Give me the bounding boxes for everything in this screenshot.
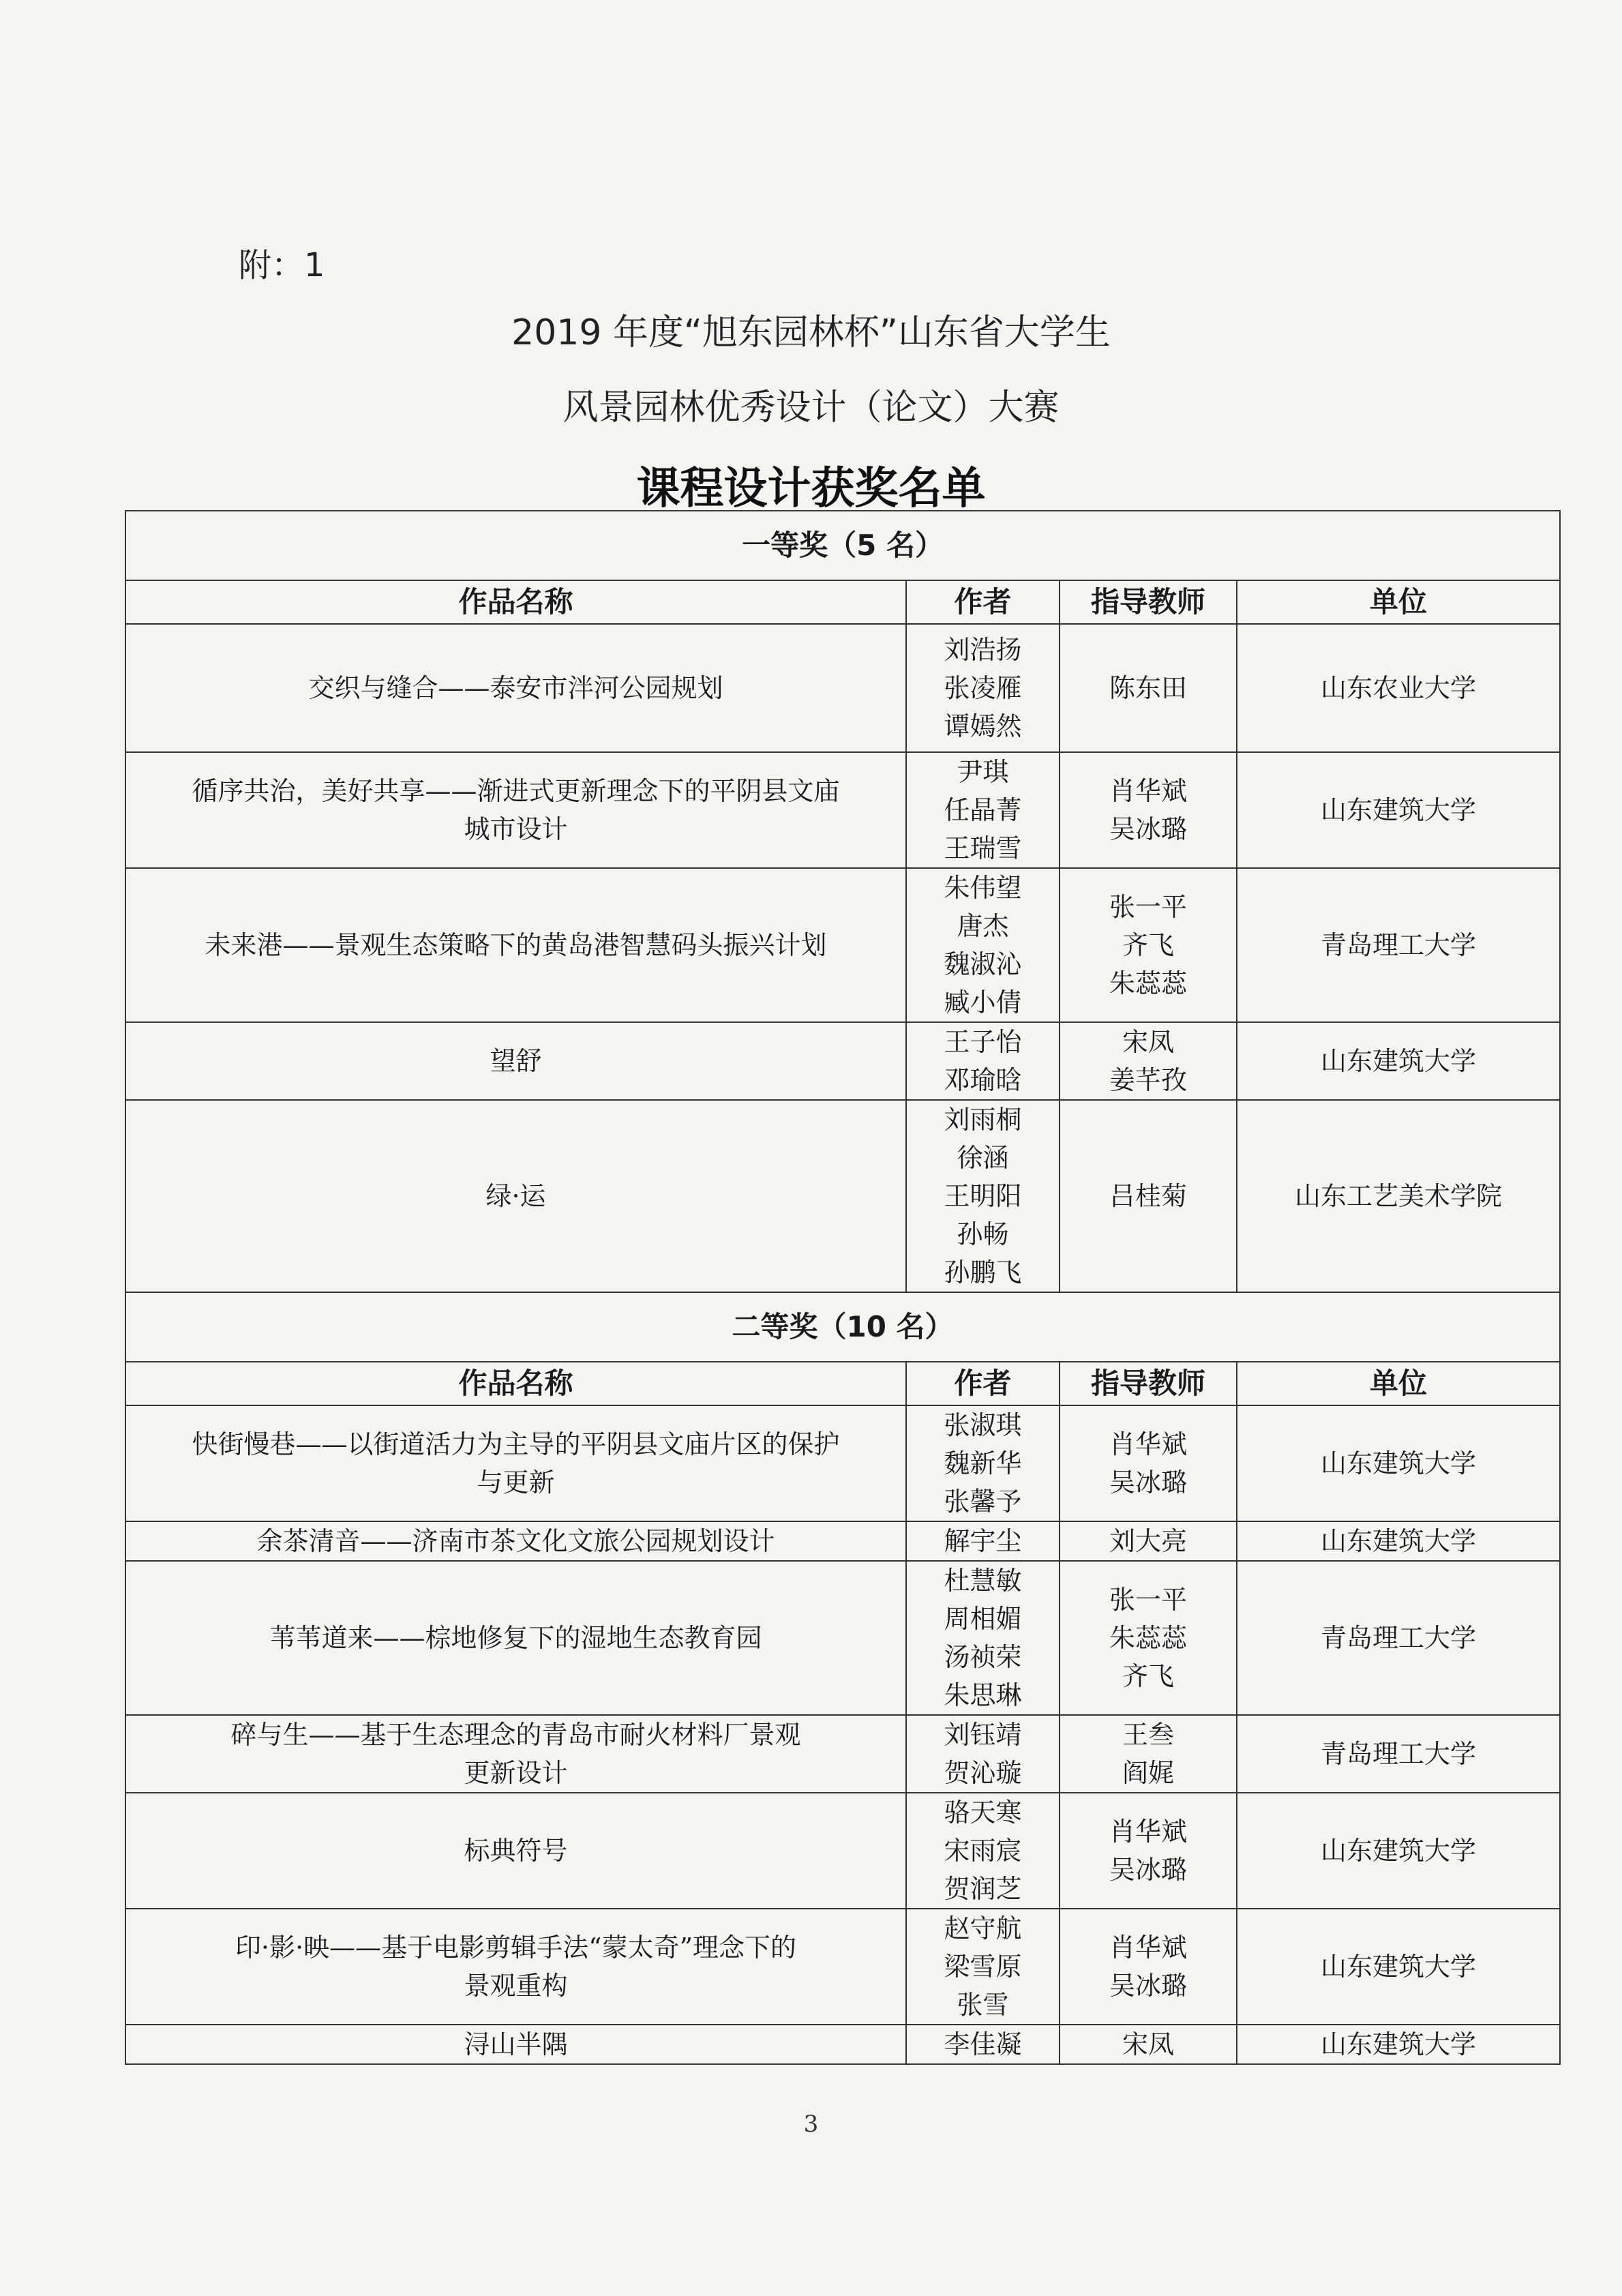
authors-cell: 尹琪 任晶菁 王瑞雪 xyxy=(906,752,1060,868)
advisors-cell: 王叁 阎娓 xyxy=(1060,1715,1237,1793)
unit-cell: 青岛理工大学 xyxy=(1237,868,1560,1022)
column-header-work: 作品名称 xyxy=(125,580,906,624)
awards-table xyxy=(125,510,1561,2065)
unit-cell: 山东建筑大学 xyxy=(1237,1521,1560,1561)
authors-cell: 朱伟望 唐杰 魏淑沁 臧小倩 xyxy=(906,868,1060,1022)
advisors-cell: 肖华斌 吴冰璐 xyxy=(1060,1793,1237,1909)
work-cell: 未来港——景观生态策略下的黄岛港智慧码头振兴计划 xyxy=(125,868,906,1022)
column-header-authors: 作者 xyxy=(906,1362,1060,1405)
awards-table-body xyxy=(125,511,1560,2064)
table-row xyxy=(125,1022,1560,1100)
unit-cell: 青岛理工大学 xyxy=(1237,1715,1560,1793)
work-cell: 循序共治，美好共享——渐进式更新理念下的平阴县文庙 城市设计 xyxy=(125,752,906,868)
column-header-work: 作品名称 xyxy=(125,1362,906,1405)
table-row xyxy=(125,1793,1560,1909)
work-cell: 交织与缝合——泰安市泮河公园规划 xyxy=(125,624,906,752)
advisors-cell: 张一平 朱蕊蕊 齐飞 xyxy=(1060,1561,1237,1715)
table-row xyxy=(125,1909,1560,2025)
authors-cell: 王子怡 邓瑜晗 xyxy=(906,1022,1060,1100)
work-cell: 快街慢巷——以街道活力为主导的平阴县文庙片区的保护 与更新 xyxy=(125,1405,906,1521)
advisors-cell: 刘大亮 xyxy=(1060,1521,1237,1561)
work-cell: 标典符号 xyxy=(125,1793,906,1909)
advisors-cell: 吕桂菊 xyxy=(1060,1100,1237,1292)
page-number: 3 xyxy=(803,2111,819,2138)
column-header-row xyxy=(125,580,1560,624)
authors-cell: 刘雨桐 徐涵 王明阳 孙畅 孙鹏飞 xyxy=(906,1100,1060,1292)
first-prize-heading-row xyxy=(125,511,1560,580)
unit-cell: 山东建筑大学 xyxy=(1237,1022,1560,1100)
authors-cell: 骆天寒 宋雨宸 贺润芝 xyxy=(906,1793,1060,1909)
work-cell: 余茶清音——济南市茶文化文旅公园规划设计 xyxy=(125,1521,906,1561)
table-row xyxy=(125,868,1560,1022)
advisors-cell: 肖华斌 吴冰璐 xyxy=(1060,1405,1237,1521)
table-row xyxy=(125,1100,1560,1292)
work-cell: 苇苇道来——棕地修复下的湿地生态教育园 xyxy=(125,1561,906,1715)
table-row xyxy=(125,1405,1560,1521)
work-cell: 望舒 xyxy=(125,1022,906,1100)
column-header-row xyxy=(125,1362,1560,1405)
authors-cell: 张淑琪 魏新华 张馨予 xyxy=(906,1405,1060,1521)
unit-cell: 山东建筑大学 xyxy=(1237,1793,1560,1909)
table-row xyxy=(125,2025,1560,2064)
second-prize-heading-row xyxy=(125,1292,1560,1362)
unit-cell: 山东建筑大学 xyxy=(1237,1405,1560,1521)
work-cell: 绿·运 xyxy=(125,1100,906,1292)
authors-cell: 赵守航 梁雪原 张雪 xyxy=(906,1909,1060,2025)
column-header-advisors: 指导教师 xyxy=(1060,1362,1237,1405)
table-row xyxy=(125,624,1560,752)
first-prize-heading: 一等奖（5 名） xyxy=(125,511,1560,580)
advisors-cell: 宋凤 姜芊孜 xyxy=(1060,1022,1237,1100)
work-cell: 碎与生——基于生态理念的青岛市耐火材料厂景观 更新设计 xyxy=(125,1715,906,1793)
unit-cell: 山东建筑大学 xyxy=(1237,2025,1560,2064)
authors-cell: 刘钰靖 贺沁璇 xyxy=(906,1715,1060,1793)
column-header-advisors: 指导教师 xyxy=(1060,580,1237,624)
column-header-authors: 作者 xyxy=(906,580,1060,624)
unit-cell: 山东农业大学 xyxy=(1237,624,1560,752)
unit-cell: 山东建筑大学 xyxy=(1237,1909,1560,2025)
authors-cell: 刘浩扬 张凌雁 谭嫣然 xyxy=(906,624,1060,752)
advisors-cell: 宋凤 xyxy=(1060,2025,1237,2064)
table-row xyxy=(125,1521,1560,1561)
work-cell: 浔山半隅 xyxy=(125,2025,906,2064)
authors-cell: 解宇尘 xyxy=(906,1521,1060,1561)
advisors-cell: 肖华斌 吴冰璐 xyxy=(1060,752,1237,868)
authors-cell: 李佳凝 xyxy=(906,2025,1060,2064)
work-cell: 印·影·映——基于电影剪辑手法“蒙太奇”理念下的 景观重构 xyxy=(125,1909,906,2025)
authors-cell: 杜慧敏 周相媚 汤祯荣 朱思琳 xyxy=(906,1561,1060,1715)
unit-cell: 山东工艺美术学院 xyxy=(1237,1100,1560,1292)
title-line-2: 风景园林优秀设计（论文）大赛 xyxy=(562,387,1060,428)
unit-cell: 山东建筑大学 xyxy=(1237,752,1560,868)
second-prize-heading: 二等奖（10 名） xyxy=(125,1292,1560,1362)
advisors-cell: 陈东田 xyxy=(1060,624,1237,752)
table-row xyxy=(125,752,1560,868)
advisors-cell: 张一平 齐飞 朱蕊蕊 xyxy=(1060,868,1237,1022)
document-title: 课程设计获奖名单 xyxy=(636,464,986,514)
column-header-unit: 单位 xyxy=(1237,580,1560,624)
attachment-label: 附：1 xyxy=(239,246,325,284)
table-row xyxy=(125,1715,1560,1793)
table-row xyxy=(125,1561,1560,1715)
title-line-1: 2019 年度“旭东园林杯”山东省大学生 xyxy=(511,312,1111,353)
unit-cell: 青岛理工大学 xyxy=(1237,1561,1560,1715)
column-header-unit: 单位 xyxy=(1237,1362,1560,1405)
advisors-cell: 肖华斌 吴冰璐 xyxy=(1060,1909,1237,2025)
